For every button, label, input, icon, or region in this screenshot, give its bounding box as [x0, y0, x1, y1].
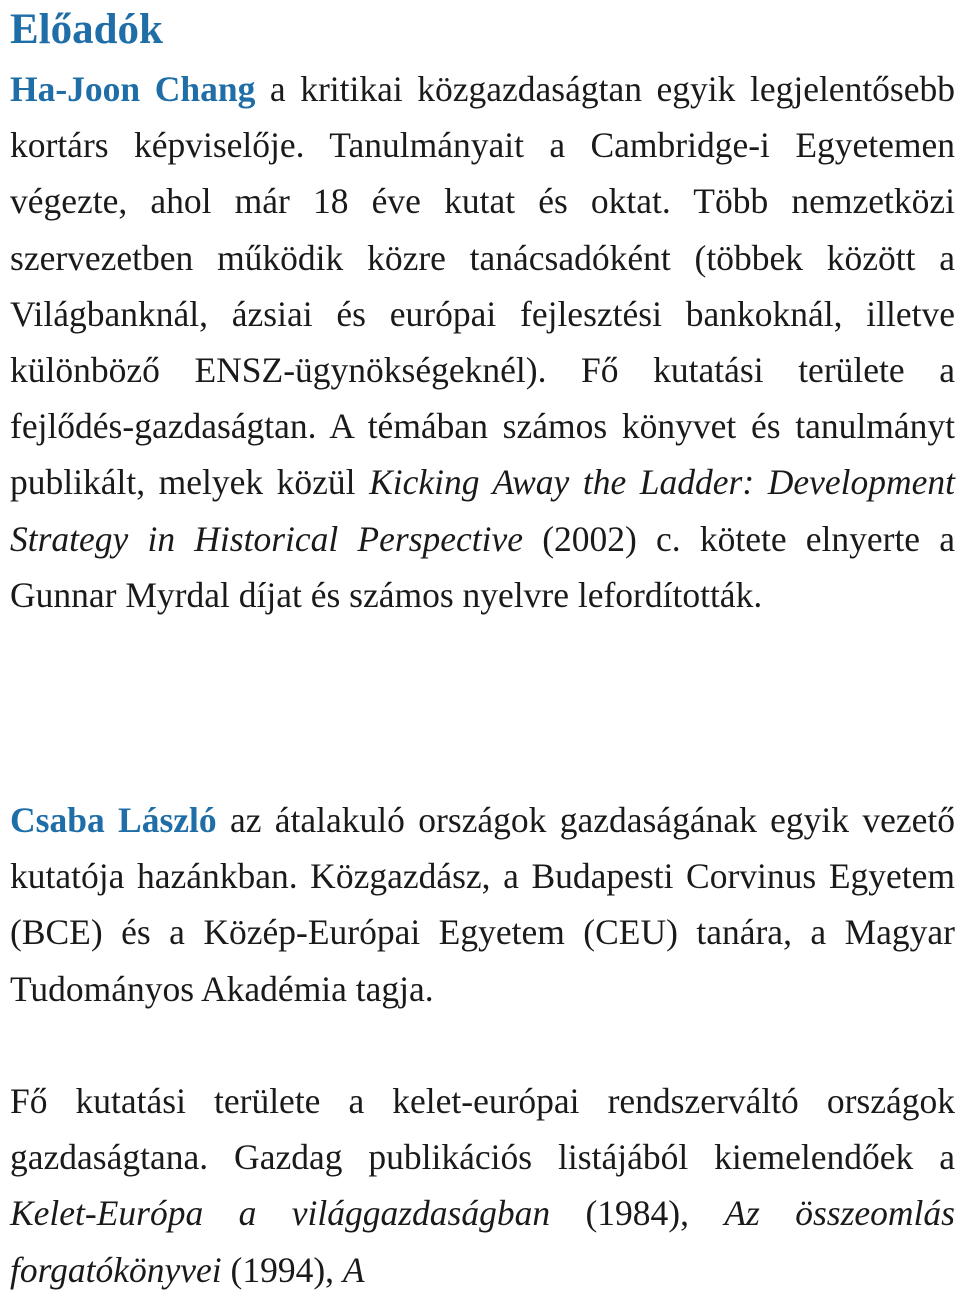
book-title: Kicking Away the Ladder: Development Strategy in Historical Perspective: [10, 462, 955, 559]
bio-text: az átalakuló országok gazdaságának egyik vezető kutatója hazánkban. Közgazdász, a Budapesti Corvinus Egyetem (BCE) és a Közép-Európai Egyetem (CEU) tanára, a Magyar Tudományos Akadémia tagja.: [10, 800, 955, 1009]
speaker-bio-chang: [10, 61, 955, 623]
speaker-research-laszlo: [10, 1073, 955, 1298]
bio-text: Fő kutatási területe a kelet-európai rendszerváltó országok gazdaságtana. Gazdag publikációs listájából kiemelendőek a: [10, 1081, 955, 1178]
speaker-name-chang: Ha-Joon Chang: [10, 69, 256, 109]
speaker-name-laszlo: Csaba László: [10, 800, 217, 840]
bio-text: (1984),: [550, 1193, 725, 1234]
book-title: Az összeomlás forgatókönyvei: [10, 1193, 955, 1290]
book-title: A: [342, 1249, 365, 1290]
book-title: Kelet-Európa a világgazdaságban: [10, 1193, 551, 1234]
bio-text: (2002) c. kötete elnyerte a Gunnar Myrdal díjat és számos nyelvre lefordították.: [10, 518, 956, 615]
bio-text: a kritikai közgazdaságtan egyik legjelentősebb kortárs képviselője. Tanulmányait a Cambridge-i Egyetemen végezte, ahol már 18 éve kutat és oktat. Több nemzetközi szervezetben működik közre tanácsadóként (többek között a Világbanknál, ázsiai és európai fejlesztési bankoknál, illetve különböző ENSZ-ügynökségeknél). Fő kutatási területe a fejlődés-gazdaságtan. A témában számos könyvet és tanulmányt publikált, melyek közül: [10, 69, 955, 503]
bio-text: (1994),: [221, 1249, 343, 1290]
page-title: Előadók: [10, 6, 163, 53]
speaker-bio-laszlo: [10, 792, 955, 1017]
